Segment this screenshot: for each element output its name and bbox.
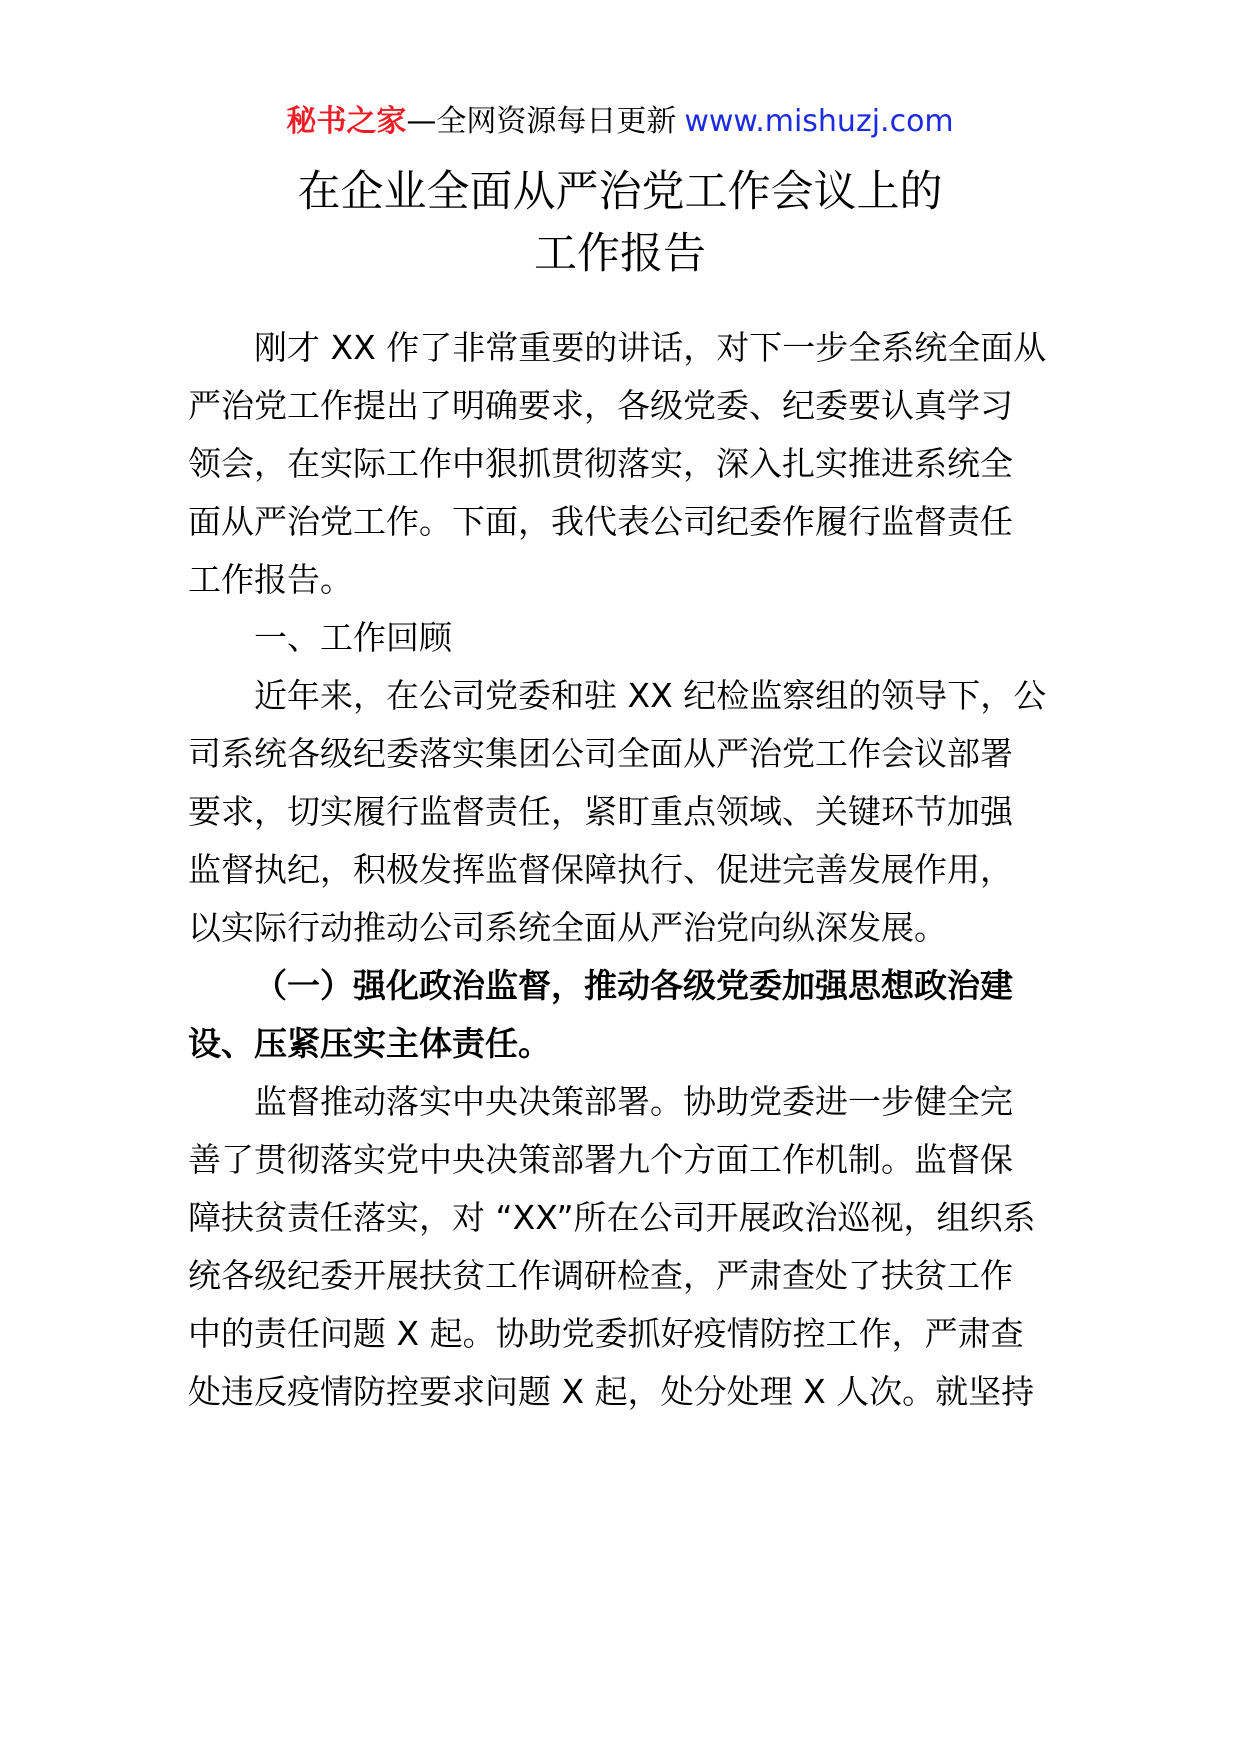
paragraph-line: 统各级纪委开展扶贫工作调研检查，严肃查处了扶贫工作 [188,1256,1013,1295]
paragraph-line: 中的责任问题 X 起。协助党委抓好疫情防控工作，严肃查 [188,1314,1024,1353]
document-title-line-2: 工作报告 [534,229,706,279]
paragraph-line: 监督推动落实中央决策部署。协助党委进一步健全完 [254,1082,1013,1121]
paragraph-line: 障扶贫责任落实，对 “XX”所在公司开展政治巡视，组织系 [188,1198,1036,1237]
paragraph-line: 善了贯彻落实党中央决策部署九个方面工作机制。监督保 [188,1140,1013,1179]
paragraph-line: 工作报告。 [188,560,353,599]
banner-slogan: —全网资源每日更新 [406,104,677,139]
paragraph-line: 刚才 XX 作了非常重要的讲话，对下一步全系统全面从 [254,328,1047,367]
paragraph-line: 面从严治党工作。下面，我代表公司纪委作履行监督责任 [188,502,1013,541]
paragraph-line: 司系统各级纪委落实集团公司全面从严治党工作会议部署 [188,734,1013,773]
paragraph-line: 要求，切实履行监督责任，紧盯重点领域、关键环节加强 [188,792,1013,831]
banner-brand: 秘书之家 [286,104,407,139]
paragraph-line: 近年来，在公司党委和驻 XX 纪检监察组的领导下，公 [254,676,1047,715]
banner-url[interactable]: www.mishuzj.com [684,104,954,139]
paragraph-line: 领会，在实际工作中狠抓贯彻落实，深入扎实推进系统全 [188,444,1013,483]
section-heading: 一、工作回顾 [254,618,452,657]
site-banner [0,102,1240,142]
subsection-heading: （一）强化政治监督，推动各级党委加强思想政治建 [254,966,1013,1005]
document-title-line-1: 在企业全面从严治党工作会议上的 [297,167,943,217]
subsection-heading: 设、压紧压实主体责任。 [188,1024,551,1063]
paragraph-line: 以实际行动推动公司系统全面从严治党向纵深发展。 [188,908,947,947]
paragraph-line: 监督执纪，积极发挥监督保障执行、促进完善发展作用， [188,850,1013,889]
paragraph-line: 处违反疫情防控要求问题 X 起，处分处理 X 人次。就坚持 [188,1372,1035,1411]
paragraph-line: 严治党工作提出了明确要求，各级党委、纪委要认真学习 [188,386,1013,425]
